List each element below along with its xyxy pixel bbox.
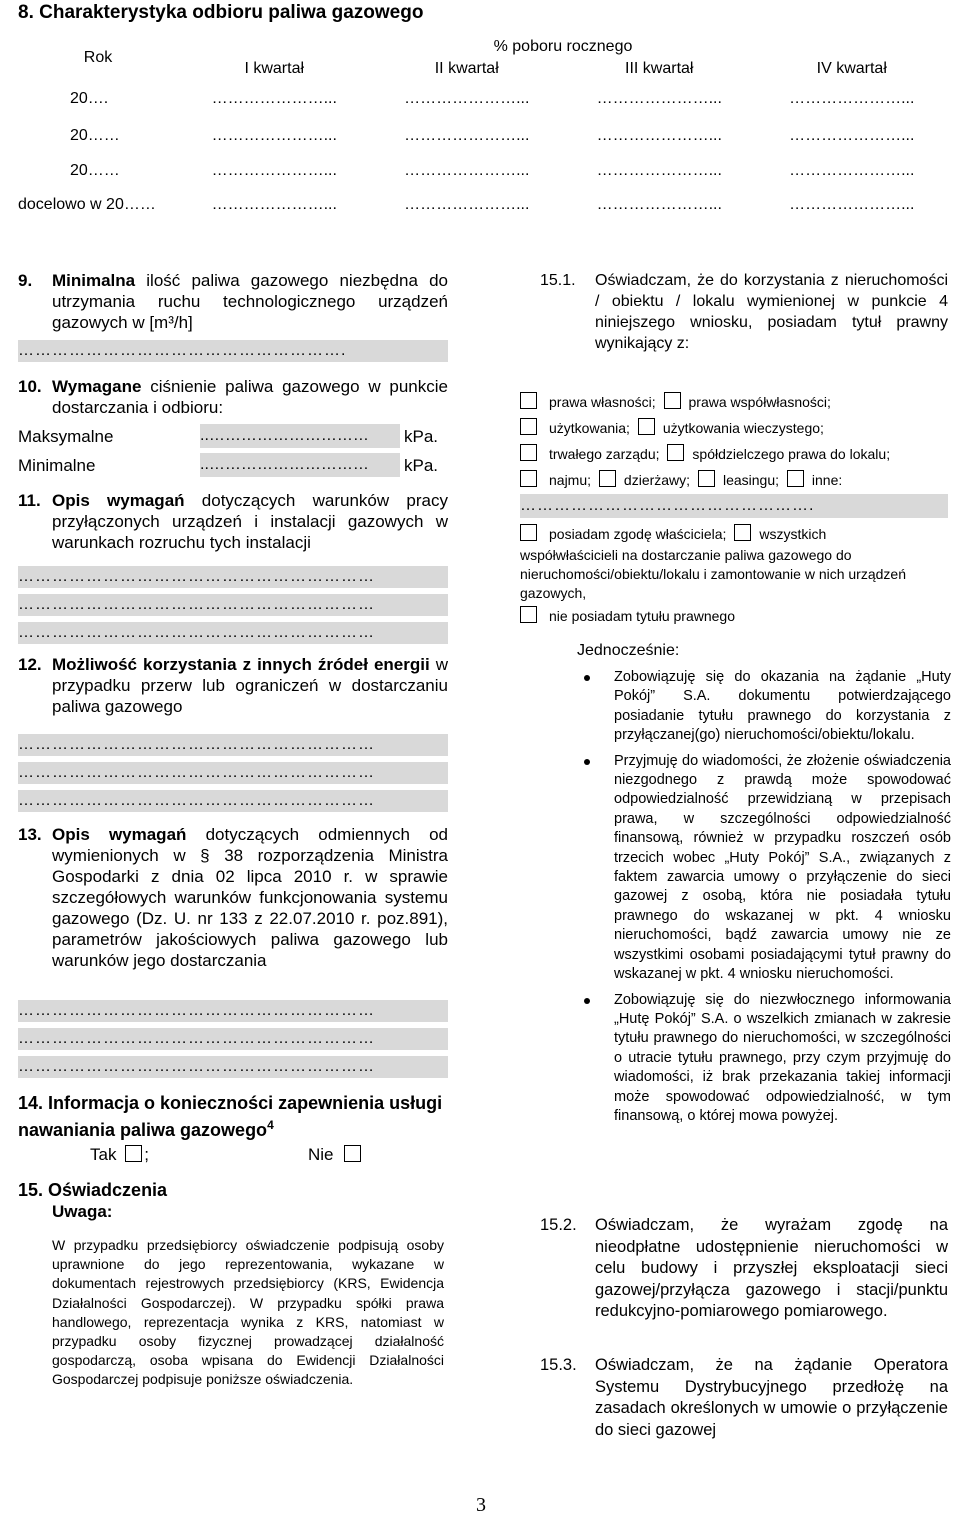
- table-cell-q1[interactable]: …………………...: [211, 196, 337, 213]
- checkbox-uzytkowania-wieczystego[interactable]: [638, 418, 655, 435]
- section-15-3-text: Oświadczam, że na żądanie Operatora Systemu Dystrybucyjnego przedłożę na zasadach określonych w umowie o przyłączenie do sieci gazowej: [595, 1356, 948, 1439]
- section-12-field-line-2[interactable]: ………………………………………………………: [18, 762, 448, 784]
- section-11-field-line-3[interactable]: ………………………………………………………: [18, 622, 448, 644]
- section-15-1-text: Oświadczam, że do korzystania z nieruchomości / obiektu / lokalu wymienionej w punkcie 4 niniejszego wniosku, posiadam tytuł prawny wynikający z:: [595, 272, 948, 352]
- section-9-text: ilość paliwa gazowego niezbędna do utrzymania ruchu technologicznego urządzeń gazowych w [m³/h]: [52, 271, 448, 332]
- inne-field[interactable]: …………………………………………….: [520, 494, 948, 518]
- section-12-text: w przypadku przerw lub ograniczeń w dostarczaniu paliwa gazowego: [52, 655, 448, 716]
- checkbox-najmu[interactable]: [520, 470, 537, 487]
- table-cell-q4[interactable]: …………………...: [789, 127, 915, 144]
- section-11-bold: Opis wymagań: [52, 491, 185, 510]
- section-10-text: ciśnienie paliwa gazowego w punkcie dostarczania i odbioru:: [52, 377, 448, 417]
- table-row: 20…. …………………... …………………... …………………... …………………...: [18, 80, 948, 118]
- table-header-q1: I kwartał: [244, 60, 305, 77]
- section-11-field-line-1[interactable]: ………………………………………………………: [18, 566, 448, 588]
- option-row-5: posiadam zgodę właściciela; wszystkich: [520, 524, 826, 542]
- section-15-2-text: Oświadczam, że wyrażam zgodę na nieodpłatne udostępnienie nieruchomości w celu budowy i przyszłej eksploatacji sieci gazowej/przyłącza gazowego i stacji/punktu redukcyjno-pomiarowego pomiarowego.: [595, 1216, 948, 1320]
- jednoczesnie-label: Jednocześnie:: [577, 642, 680, 659]
- section-12-number: 12.: [18, 655, 42, 674]
- checkbox-spoldzielczego-prawa[interactable]: [667, 444, 684, 461]
- section-10-bold: Wymagane: [52, 377, 142, 396]
- checkbox-brak-tytulu[interactable]: [520, 606, 537, 623]
- section-11-text: dotyczących warunków pracy przyłączonych urządzeń i instalacji gazowych w warunkach rozruchu tych instalacji: [52, 491, 448, 552]
- table-row: 20…… …………………... …………………... …………………... …………………...: [18, 118, 948, 154]
- checkbox-inne[interactable]: [787, 470, 804, 487]
- nie-option: Nie: [308, 1144, 373, 1165]
- tak-option: Tak ;: [90, 1145, 149, 1164]
- max-pressure-unit: kPa.: [404, 427, 439, 446]
- section-13-field-line-1[interactable]: ………………………………………………………: [18, 1000, 448, 1022]
- min-pressure-label: Minimalne: [18, 456, 96, 475]
- section-13-field-line-2[interactable]: ………………………………………………………: [18, 1028, 448, 1050]
- table-cell-q2[interactable]: …………………...: [404, 196, 530, 213]
- max-pressure-field[interactable]: ..…………………………: [200, 424, 400, 448]
- checkbox-trwalego-zarzadu[interactable]: [520, 444, 537, 461]
- table-header-q3: III kwartał: [625, 60, 694, 77]
- table-header-q2: II kwartał: [434, 60, 499, 77]
- option-row-4: najmu; dzierżawy; leasingu; inne:: [520, 470, 842, 488]
- table-row: 20…… …………………... …………………... …………………... …………………...: [18, 154, 948, 188]
- section-9: [18, 270, 448, 333]
- section-9-field[interactable]: ………………………………………………….: [18, 340, 448, 362]
- section-13: [18, 824, 448, 971]
- section-11-field-line-2[interactable]: ………………………………………………………: [18, 594, 448, 616]
- uwaga-label: Uwaga:: [52, 1202, 113, 1221]
- table-cell-q3[interactable]: …………………...: [596, 196, 722, 213]
- section-13-number: 13.: [18, 825, 42, 844]
- max-pressure-label: Maksymalne: [18, 427, 114, 446]
- table-cell-q1[interactable]: …………………...: [211, 127, 337, 144]
- section-11-number: 11.: [18, 491, 41, 510]
- checkbox-uzytkowania[interactable]: [520, 418, 537, 435]
- section-14-title: 14. Informacja o konieczności zapewnienia usługi nawaniania paliwa gazowego$^4$: [18, 1093, 443, 1140]
- section-13-text: dotyczących odmiennych od wymienionych w § 38 rozporządzenia Ministra Gospodarki z dnia 02 lipca 2010 r. w sprawie szczegółowych warunków funkcjonowania systemu gazowego (Dz. U. nr 133 z 22.07.2010 r. poz.891), parametrów jakościowych paliwa gazowego lub warunków jego dostarczania: [52, 825, 448, 970]
- section-15-2-number: 15.2.: [540, 1216, 577, 1234]
- section-10: [18, 376, 448, 418]
- section-13-bold: Opis wymagań: [52, 825, 187, 844]
- table-cell-q4[interactable]: …………………...: [789, 90, 915, 107]
- table-header-q4: IV kwartał: [816, 60, 887, 77]
- table-cell-q1[interactable]: …………………...: [211, 162, 337, 179]
- list-item: Przyjmuję do wiadomości, że złożenie oświadczenia niezgodnego z prawdą może spowodować odpowiedzialność przewidzianą w przepisach prawa, w szczególności odpowiedzialność finansową, również w przypadku roszczeń osób trzecich wobec „Huty Pokój” S.A., związanych z faktem zawarcia umowy o przyłączenie do sieci gazowej z osobą, która nie posiadała tytułu prawnego do wskazanej w pkt. 4 wniosku nieruchomości, bądź zawarcia umowy nie ze wszystkimi osobami posiadającymi tytuł prawny do wskazanej w pkt. 4 wniosku nieruchomości.: [578, 752, 951, 985]
- footnote-marker: 4: [267, 1118, 274, 1132]
- section-11: [18, 490, 448, 553]
- section-15-1-number: 15.1.: [540, 272, 576, 289]
- section-12: [18, 654, 448, 717]
- table-cell-q2[interactable]: …………………...: [404, 127, 530, 144]
- table-cell-q4[interactable]: …………………...: [789, 196, 915, 213]
- table-cell-q2[interactable]: …………………...: [404, 90, 530, 107]
- section-12-field-line-3[interactable]: ………………………………………………………: [18, 790, 448, 812]
- min-pressure-unit: kPa.: [404, 456, 439, 475]
- section-8-title: 8. Charakterystyka odbioru paliwa gazowego: [18, 2, 424, 23]
- section-15-3-number: 15.3.: [540, 1356, 577, 1374]
- consumption-table: [18, 36, 948, 222]
- table-header-percent: % poboru rocznego: [493, 38, 633, 55]
- table-header-rok: Rok: [83, 49, 113, 66]
- option-row-3: trwałego zarządu; spółdzielczego prawa do lokalu;: [520, 444, 890, 462]
- option-row-6: nie posiadam tytułu prawnego: [520, 606, 735, 624]
- table-cell-q2[interactable]: …………………...: [404, 162, 530, 179]
- checkbox-leasingu[interactable]: [698, 470, 715, 487]
- checkbox-zgoda-wlasciciela[interactable]: [520, 524, 537, 541]
- list-item: Zobowiązuję się do okazania na żądanie „Huty Pokój” S.A. dokumentu potwierdzającego posiadanie tytułu prawnego do korzystania z przyłączanej(go) nieruchomości/obiektu/lokalu.: [578, 668, 951, 746]
- table-cell-q4[interactable]: …………………...: [789, 162, 915, 179]
- section-15-title: 15. Oświadczenia: [18, 1180, 168, 1200]
- checkbox-prawa-wspolwlasnosci[interactable]: [664, 392, 681, 409]
- uwaga-note: W przypadku przedsiębiorcy oświadczenie podpisują osoby uprawnione do jego reprezentowania, wykazane w dokumentach rejestrowych przedsiębiorcy (KRS, Ewidencja Działalności Gospodarczej). W przypadku spółki prawa handlowego, reprezentacja wynika z KRS, natomiast w przypadku osoby fizycznej prowadzącej działalność gospodarczą, osoba wpisana do Ewidencji Działalności Gospodarczej podpisuje poniższe oświadczenia.: [52, 1237, 444, 1388]
- table-cell-q3[interactable]: …………………...: [596, 127, 722, 144]
- section-15-2: [540, 1215, 948, 1323]
- table-cell-q1[interactable]: …………………...: [211, 90, 337, 107]
- checkbox-prawa-wlasnosci[interactable]: [520, 392, 537, 409]
- section-10-number: 10.: [18, 377, 42, 396]
- obligations-list: [578, 668, 951, 1132]
- section-15-3: [540, 1355, 948, 1441]
- section-12-bold: Możliwość korzystania z innych źródeł energii: [52, 655, 430, 674]
- option-row-1: prawa własności; prawa współwłasności;: [520, 392, 831, 410]
- section-15-1: [540, 270, 948, 354]
- checkbox-wszystkich[interactable]: [734, 524, 751, 541]
- list-item: Zobowiązuję się do niezwłocznego informowania „Hutę Pokój” S.A. o wszelkich zmianach w zakresie tytułu prawnego do nieruchomości, w szczególności o utracie tytułu prawnego, przy czym przyjmuję do wiadomości, iż brak przekazania takiej informacji może spowodować odpowiedzialność, w tym finansową, o której mowa powyżej.: [578, 991, 951, 1127]
- nie-checkbox[interactable]: [344, 1145, 361, 1162]
- table-row: docelowo w 20…… …………………... …………………... …………………... …………………...: [18, 188, 948, 222]
- page-number: 3: [476, 1494, 486, 1516]
- section-13-field-line-3[interactable]: ………………………………………………………: [18, 1056, 448, 1078]
- section-9-number: 9.: [18, 271, 33, 290]
- zgoda-continuation: współwłaścicieli na dostarczanie paliwa gazowego do nieruchomości/obiektu/lokalu i zamontowanie w nich urządzeń gazowych,: [520, 547, 906, 601]
- section-9-bold: Minimalna: [52, 271, 136, 290]
- table-cell-q3[interactable]: …………………...: [596, 90, 722, 107]
- min-pressure-field[interactable]: ..…………………………: [200, 453, 400, 477]
- tak-checkbox[interactable]: [125, 1145, 142, 1162]
- table-cell-q3[interactable]: …………………...: [596, 162, 722, 179]
- option-row-2: użytkowania; użytkowania wieczystego;: [520, 418, 824, 436]
- section-12-field-line-1[interactable]: ………………………………………………………: [18, 734, 448, 756]
- checkbox-dzierzawy[interactable]: [599, 470, 616, 487]
